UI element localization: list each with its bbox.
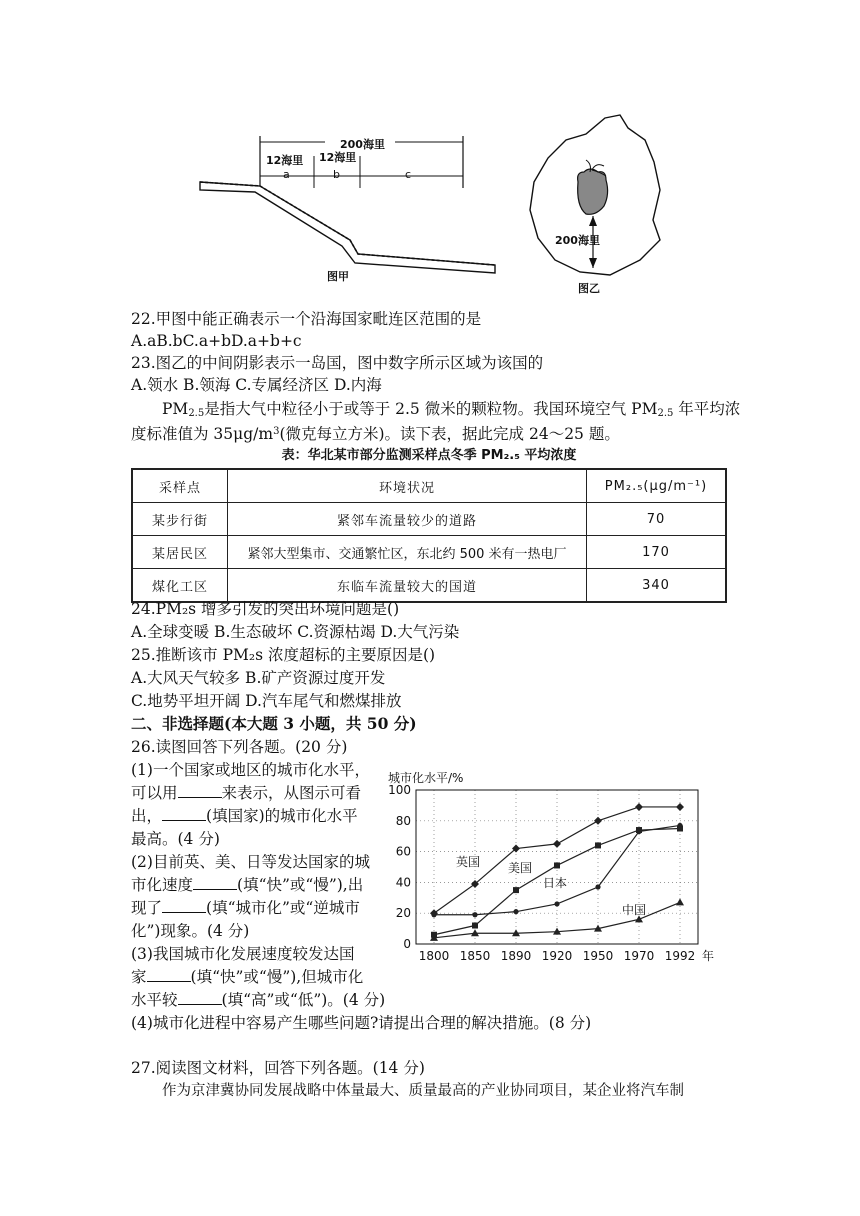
table-cell: 某步行街 — [132, 503, 228, 536]
section-heading: 二、非选择题(本大题 3 小题，共 50 分) — [131, 714, 417, 733]
q23-stem: 23.图乙的中间阴影表示一岛国，图中数字所示区域为该国的 — [131, 354, 544, 372]
urbanization-chart — [380, 766, 720, 968]
fig-b-dim: 200海里 — [555, 234, 600, 247]
text: 市化速度 — [131, 876, 194, 894]
x-tick-label: 1970 — [623, 949, 655, 963]
text: 出， — [131, 807, 163, 825]
table-cell: 煤化工区 — [132, 569, 228, 603]
x-tick-label: 1950 — [582, 949, 614, 963]
y-tick-label: 100 — [388, 783, 411, 797]
q24-stem: 24.PM₂s 增多引发的突出环境问题是() — [131, 600, 400, 618]
q26-p2-l4: 化”)现象。(4 分) — [131, 922, 250, 940]
data-point — [431, 912, 436, 917]
intro-line2-a: 度标准值为 35μg/m — [131, 425, 274, 443]
fig-a-label: 图甲 — [327, 270, 349, 283]
table-cell: 东临车流量较大的国道 — [228, 569, 587, 603]
intro-text-b: 是指大气中粒径小于或等于 2.5 微米的颗粒物。我国环境空气 PM — [204, 400, 658, 418]
q26-p3-l3 — [131, 989, 385, 1011]
table-header: 采样点 — [132, 469, 228, 503]
intro-line-2 — [131, 421, 620, 445]
fig-b-label: 图乙 — [578, 282, 600, 295]
answer-blank[interactable] — [162, 806, 206, 821]
x-tick-label: 1800 — [418, 949, 450, 963]
text: 可以用 — [131, 784, 178, 802]
intro-line2-b: (微克每立方米)。读下表，据此完成 24～25 题。 — [279, 425, 620, 443]
data-point — [553, 840, 561, 848]
fig-a-dim-12b: 12海里 — [319, 151, 357, 164]
intro-line2-sup: 3 — [273, 426, 280, 437]
x-tick-label: 1920 — [541, 949, 573, 963]
table-row — [132, 569, 726, 603]
fig-a-seg-b: b — [333, 168, 340, 181]
data-point — [472, 923, 478, 929]
table-cell: 紧邻车流量较少的道路 — [228, 503, 587, 536]
table-cell: 340 — [587, 569, 727, 603]
data-point — [554, 862, 560, 868]
q26-p3-l1: (3)我国城市化发展速度较发达国 — [131, 945, 355, 963]
text: (填“快”或“慢”),但城市化 — [190, 968, 364, 986]
q26-p1-l2 — [131, 782, 361, 804]
series-label: 美国 — [508, 861, 533, 875]
text: (填“高”或“低”)。(4 分) — [221, 991, 386, 1009]
q25-options-1: A.大风天气较多 B.矿产资源过度开发 — [131, 669, 386, 687]
x-tick-label: 1850 — [459, 949, 491, 963]
q27-l1: 作为京津冀协同发展战略中体量最大、质量最高的产业协同项目，某企业将汽车制 — [162, 1083, 684, 1099]
intro-text-c: 年平均浓 — [673, 400, 741, 418]
data-point — [513, 909, 518, 914]
data-point — [635, 803, 643, 811]
series-label: 英国 — [456, 855, 481, 869]
figure-b — [520, 110, 670, 285]
table-caption: 表：华北某市部分监测采样点冬季 PM₂.₅ 平均浓度 — [281, 448, 577, 463]
q22-stem: 22.甲图中能正确表示一个沿海国家毗连区范围的是 — [131, 310, 482, 328]
data-point — [677, 823, 682, 828]
series-label: 日本 — [543, 876, 568, 890]
text: (填“城市化”或“逆城市 — [206, 899, 360, 917]
answer-blank[interactable] — [178, 783, 222, 798]
answer-blank[interactable] — [147, 967, 191, 982]
q26-p1-l1: (1)一个国家或地区的城市化水平， — [131, 761, 370, 779]
data-point — [676, 898, 684, 905]
data-point — [595, 884, 600, 889]
q26-stem: 26.读图回答下列各题。(20 分) — [131, 738, 348, 756]
table-header: 环境状况 — [228, 469, 587, 503]
q26-p2-l2 — [131, 874, 363, 896]
answer-blank[interactable] — [193, 875, 237, 890]
data-point — [594, 817, 602, 825]
q26-p2-l3 — [131, 897, 360, 919]
q25-options-2: C.地势平坦开阔 D.汽车尾气和燃煤排放 — [131, 692, 402, 710]
data-point — [554, 901, 559, 906]
pm-table — [131, 468, 727, 603]
q26-p2-l1: (2)目前英、美、日等发达国家的城 — [131, 853, 370, 871]
text: 来表示，从图示可看 — [221, 784, 362, 802]
x-tick-label: 1890 — [500, 949, 532, 963]
chart-ylabel: 城市化水平/% — [388, 771, 464, 785]
x-tick-label: 1992 — [664, 949, 696, 963]
q26-p1-l3 — [131, 805, 358, 827]
answer-blank[interactable] — [178, 990, 222, 1005]
data-point — [513, 887, 519, 893]
table-cell: 170 — [587, 536, 727, 569]
data-point — [676, 803, 684, 811]
text: 水平较 — [131, 991, 178, 1009]
intro-pm-sub: 2.5 — [188, 408, 205, 419]
table-row — [132, 536, 726, 569]
fig-a-seg-a: a — [283, 168, 290, 181]
q22-options: A.aB.bC.a+bD.a+b+c — [131, 332, 302, 350]
table-row — [132, 503, 726, 536]
q27-stem: 27.阅读图文材料，回答下列各题。(14 分) — [131, 1059, 425, 1077]
table-cell: 某居民区 — [132, 536, 228, 569]
q26-p3-l2 — [131, 966, 363, 988]
answer-blank[interactable] — [162, 898, 206, 913]
text: (填国家)的城市化水平 — [206, 807, 358, 825]
q26-p4: (4)城市化进程中容易产生哪些问题?请提出合理的解决措施。(8 分) — [131, 1014, 592, 1032]
q23-options: A.领水 B.领海 C.专属经济区 D.内海 — [131, 376, 382, 394]
table-header: PM₂.₅(μg/m⁻¹) — [587, 469, 727, 503]
y-tick-label: 40 — [395, 875, 411, 890]
intro-pm: PM — [162, 400, 189, 418]
table-cell: 70 — [587, 503, 727, 536]
data-point — [472, 912, 477, 917]
series-label: 中国 — [622, 903, 647, 917]
y-tick-label: 0 — [403, 937, 411, 951]
q26-p1-l4: 最高。(4 分) — [131, 830, 220, 848]
y-tick-label: 20 — [395, 906, 411, 921]
q25-stem: 25.推断该市 PM₂s 浓度超标的主要原因是() — [131, 646, 436, 664]
data-point — [636, 829, 641, 834]
fig-a-dim-12a: 12海里 — [266, 154, 304, 167]
fig-a-dim-200: 200海里 — [340, 138, 385, 151]
text: 家 — [131, 968, 147, 986]
y-tick-label: 60 — [395, 844, 411, 859]
text: (填“快”或“慢”),出 — [237, 876, 364, 894]
q24-options: A.全球变暖 B.生态破坏 C.资源枯竭 D.大气污染 — [131, 623, 460, 641]
table-cell: 紧邻大型集市、交通繁忙区，东北约 500 米有一热电厂 — [228, 536, 587, 569]
text: 现了 — [131, 899, 163, 917]
fig-a-seg-c: c — [405, 168, 412, 181]
data-point — [595, 842, 601, 848]
y-tick-label: 80 — [395, 813, 411, 828]
chart-x-unit: 年 — [702, 949, 715, 963]
table-header-row — [132, 469, 726, 503]
intro-pm-sub-2: 2.5 — [657, 408, 674, 419]
